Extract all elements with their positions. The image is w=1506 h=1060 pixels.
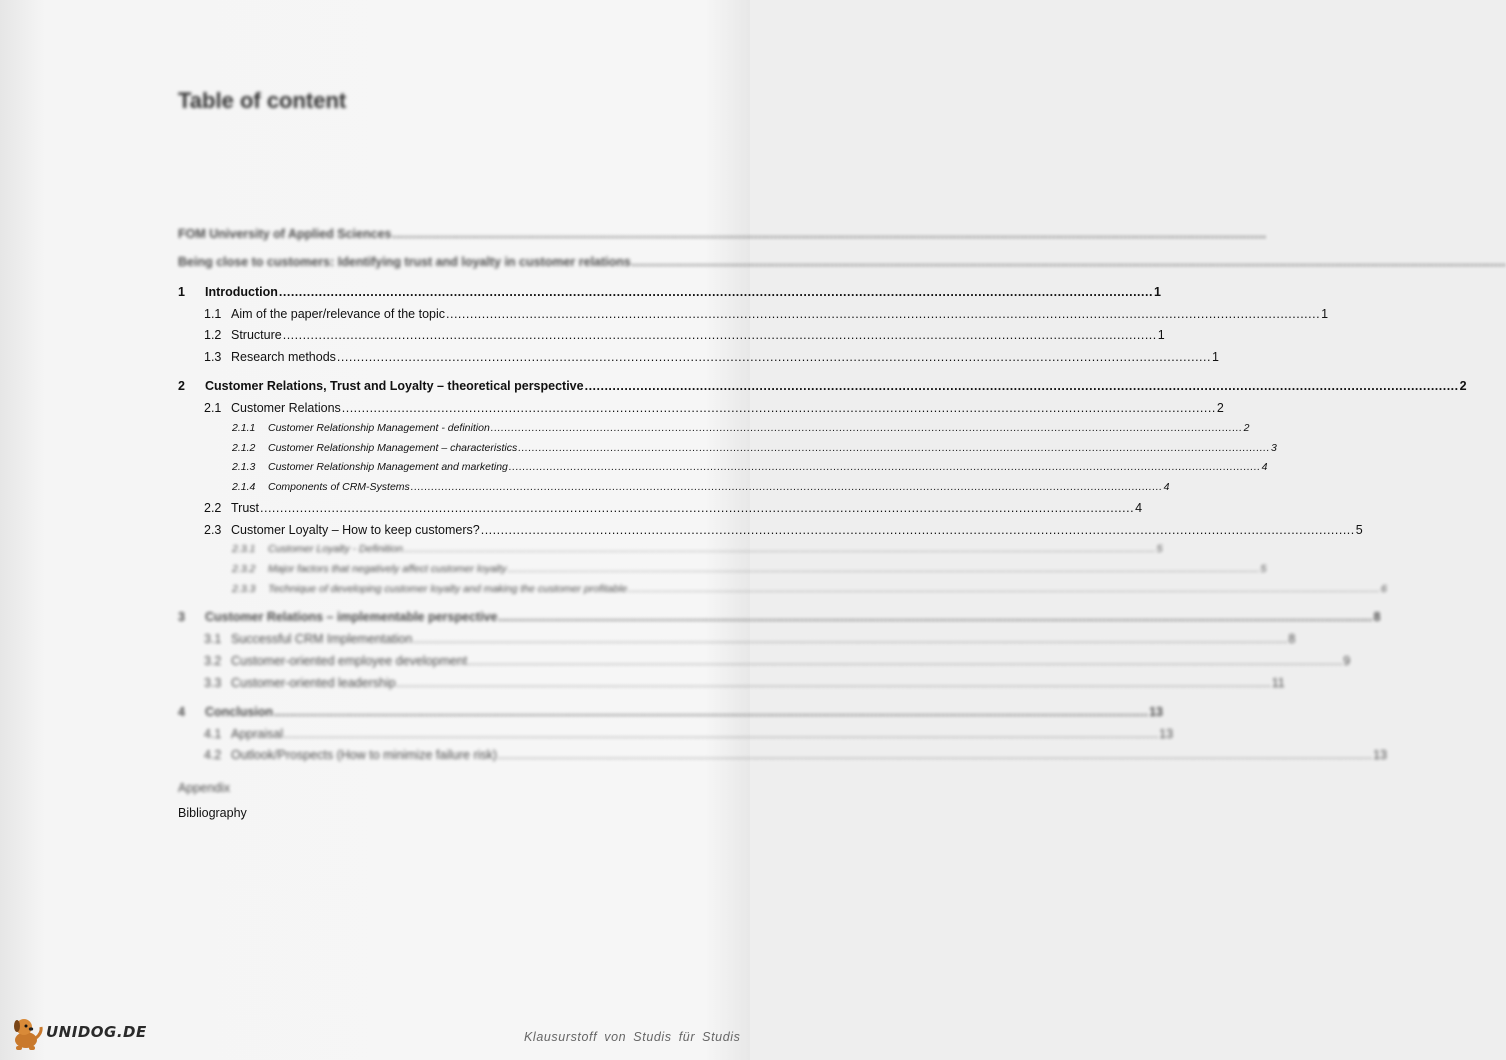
toc-entry-page: 9 (1343, 654, 1351, 668)
toc-dot-leader: ............................................................................................................................................................................................................................ (508, 461, 1261, 473)
toc-entry-label: Customer Relationship Management - definition (268, 422, 490, 434)
toc-entry-page: 5 (1156, 543, 1163, 555)
toc-entry-page: 13 (1159, 727, 1174, 741)
toc-dot-leader: ............................................................................................................................................................................................................................ (584, 379, 1459, 393)
toc-entry-label: Customer Loyalty - Definition (268, 543, 403, 555)
toc-entry-number: 2.1 (204, 401, 222, 415)
toc-entry (178, 705, 1164, 719)
toc-entry-page: 1 (1321, 307, 1329, 321)
toc-entry-number: 1 (178, 285, 185, 299)
toc-entry-label: Customer Relations (231, 401, 341, 415)
unidog-logo (8, 1012, 158, 1052)
toc-entry (204, 501, 1143, 515)
toc-entry-page: 2 (1459, 379, 1467, 393)
toc-entry-label: Components of CRM-Systems (268, 481, 410, 493)
toc-entry-page: 8 (1373, 610, 1381, 624)
toc-entry-number: 2 (178, 379, 185, 393)
toc-entry-number: 3.2 (204, 654, 222, 668)
toc-entry-label: Introduction (205, 285, 278, 299)
toc-entry-label: Customer Relationship Management and marketing (268, 461, 508, 473)
toc-entry-label: Being close to customers: Identifying trust and loyalty in customer relations (178, 255, 631, 269)
toc-entry-number: 4.2 (204, 748, 222, 762)
toc-dot-leader: ............................................................................................................................................................................................................................ (631, 255, 1506, 269)
page-title: Table of content (178, 88, 347, 113)
toc-entry-page: 2 (1243, 422, 1250, 434)
toc-entry (204, 676, 1285, 690)
toc-entry (204, 748, 1387, 762)
toc-dot-leader: ............................................................................................................................................................................................................................ (480, 523, 1355, 537)
toc-entry (204, 307, 1329, 321)
toc-entry-label: Structure (231, 328, 282, 342)
logo-text: UNIDOG.DE (46, 1023, 147, 1041)
toc-dot-leader: ............................................................................................................................................................................................................................ (498, 610, 1373, 624)
toc-entry-page: 6 (1380, 583, 1387, 595)
toc-entry-number: 2.3.2 (232, 563, 256, 575)
toc-entry (232, 422, 1250, 434)
toc-entry-label: FOM University of Applied Sciences (178, 227, 392, 241)
toc-entry-number: 2.1.4 (232, 481, 256, 493)
footer-text: Klausurstoff von Studis für Studis (524, 1030, 741, 1044)
toc-entry-number: 2.1.3 (232, 461, 256, 473)
toc-entry (178, 255, 1506, 269)
toc-entry (232, 461, 1268, 473)
toc-entry-number: 2.1.2 (232, 442, 256, 454)
toc-entry-page: 3 (1271, 442, 1277, 454)
toc-entry (178, 379, 1467, 393)
toc-dot-leader: ............................................................................................................................................................................................................................ (278, 285, 1153, 299)
appendix-label: Appendix (178, 781, 231, 795)
toc-dot-leader: ............................................................................................................................................................................................................................ (260, 501, 1135, 515)
toc-entry-page: 2 (1216, 401, 1224, 415)
toc-entry-page: 4 (1163, 481, 1170, 493)
toc-entry-number: 3.1 (204, 632, 222, 646)
toc-entry-number: 2.1.1 (232, 422, 256, 434)
dog-icon (8, 1013, 44, 1051)
toc-dot-leader: ............................................................................................................................................................................................................................ (284, 727, 1159, 741)
toc-entry-number: 4 (178, 705, 185, 719)
toc-entry-number: 3.3 (204, 676, 222, 690)
toc-entry (232, 583, 1387, 595)
toc-entry (178, 610, 1381, 624)
toc-dot-leader: ............................................................................................................................................................................................................................ (274, 705, 1149, 719)
toc-entry-page: 5 (1260, 563, 1267, 575)
toc-entry (204, 523, 1363, 537)
toc-dot-leader: ............................................................................................................................................................................................................................ (518, 442, 1270, 454)
toc-entry-label: Major factors that negatively affect customer loyalty (268, 563, 507, 575)
toc-entry (232, 543, 1163, 555)
toc-entry-number: 2.2 (204, 501, 222, 515)
toc-entry (232, 481, 1170, 493)
toc-entry-number: 1.3 (204, 350, 222, 364)
toc-entry-number: 2.3 (204, 523, 222, 537)
toc-entry-label: Aim of the paper/relevance of the topic (231, 307, 446, 321)
toc-entry-label: Research methods (231, 350, 336, 364)
toc-entry-number: 2.3.3 (232, 583, 256, 595)
toc-entry-page: 13 (1373, 748, 1387, 762)
toc-entry (204, 328, 1165, 342)
toc-entry-label: Customer Relations, Trust and Loyalty – theoretical perspective (205, 379, 584, 393)
toc-entry-page: 1 (1157, 328, 1165, 342)
toc-entry-number: 1.1 (204, 307, 222, 321)
toc-entry-label: Conclusion (205, 705, 274, 719)
toc-entry (178, 227, 1267, 241)
toc-entry-page: 5 (1355, 523, 1363, 537)
toc-entry-number: 4.1 (204, 727, 222, 741)
toc-dot-leader: ............................................................................................................................................................................................................................ (392, 227, 1267, 241)
toc-dot-leader: ............................................................................................................................................................................................................................ (336, 350, 1211, 364)
toc-entry-label: Outlook/Prospects (How to minimize failure risk) (231, 748, 498, 762)
toc-dot-leader: ............................................................................................................................................................................................................................ (490, 422, 1243, 434)
toc-entry (204, 401, 1224, 415)
toc-entry (204, 350, 1219, 364)
toc-dot-leader: ............................................................................................................................................................................................................................ (341, 401, 1216, 415)
toc-entry-number: 2.3.1 (232, 543, 256, 555)
toc-entry-label: Customer Relationship Management – characteristics (268, 442, 518, 454)
toc-entry-label: Technique of developing customer loyalty and making the customer profitable (268, 583, 628, 595)
toc-entry (204, 727, 1174, 741)
toc-entry-label: Customer-oriented leadership (231, 676, 396, 690)
toc-dot-leader: ............................................................................................................................................................................................................................ (446, 307, 1321, 321)
toc-dot-leader: ............................................................................................................................................................................................................................ (282, 328, 1157, 342)
toc-entry-page: 13 (1149, 705, 1164, 719)
toc-dot-leader: ............................................................................................................................................................................................................................ (396, 676, 1271, 690)
toc-entry-page: 4 (1135, 501, 1143, 515)
toc-entry-page: 8 (1288, 632, 1296, 646)
toc-entry-number: 3 (178, 610, 185, 624)
toc-entry-label: Customer Loyalty – How to keep customers? (231, 523, 480, 537)
toc-dot-leader: ............................................................................................................................................................................................................................ (403, 543, 1156, 555)
toc-entry (178, 285, 1161, 299)
bibliography-label: Bibliography (178, 806, 247, 820)
toc-entry-page: 4 (1261, 461, 1268, 473)
toc-dot-leader: ............................................................................................................................................................................................................................ (498, 748, 1373, 762)
toc-entry-label: Trust (231, 501, 260, 515)
toc-entry-label: Customer-oriented employee development (231, 654, 468, 668)
toc-entry (232, 563, 1267, 575)
toc-dot-leader: ............................................................................................................................................................................................................................ (628, 583, 1380, 595)
toc-entry-page: 1 (1153, 285, 1161, 299)
toc-entry-page: 1 (1211, 350, 1219, 364)
toc-entry-label: Customer Relations – implementable perspective (205, 610, 498, 624)
toc-dot-leader: ............................................................................................................................................................................................................................ (507, 563, 1260, 575)
toc-entry-label: Appraisal (231, 727, 284, 741)
toc-entry (232, 442, 1277, 454)
toc-entry (204, 654, 1351, 668)
toc-entry (204, 632, 1296, 646)
toc-entry-number: 1.2 (204, 328, 222, 342)
toc-entry-label: Successful CRM Implementation (231, 632, 413, 646)
toc-dot-leader: ............................................................................................................................................................................................................................ (468, 654, 1343, 668)
toc-entry-page: 11 (1271, 676, 1285, 690)
toc-dot-leader: ............................................................................................................................................................................................................................ (413, 632, 1288, 646)
toc-dot-leader: ............................................................................................................................................................................................................................ (410, 481, 1163, 493)
